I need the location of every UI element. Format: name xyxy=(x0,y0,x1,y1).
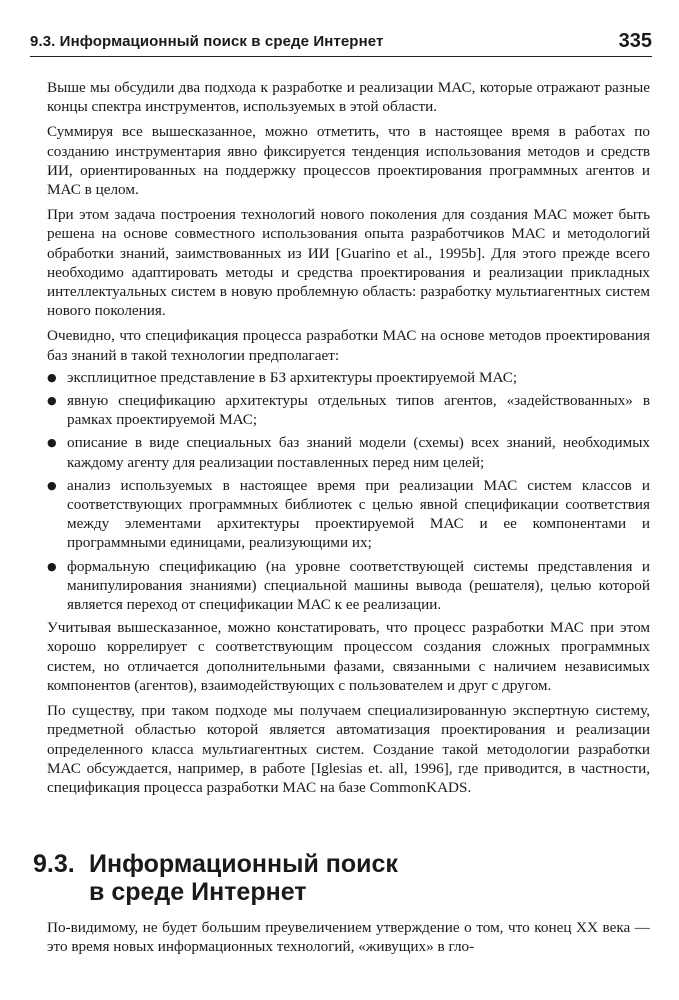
running-title: 9.3. Информационный поиск в среде Интернет xyxy=(30,33,384,50)
paragraph: По существу, при таком подходе мы получаем специализированную экспертную систему, предметной областью которой является автоматизация проектирования и реализации определенного класса мультиагентных систем. Создание такой методологии разработки МАС обсуждается, например, в работе [Iglesias et. all, 1996], где приводится, в частности, спецификация процесса разработки МАС на базе CommonKADS. xyxy=(47,702,650,796)
bullet-item: ● анализ используемых в настоящее время при реализации МАС систем классов и соответствующих программных библиотек с целью явной спецификации соответствия между элементами архитектуры проектируемой МАС и ее компонентами и программными единицами, реализующими их; xyxy=(47,476,650,553)
bullet-list xyxy=(47,368,650,614)
paragraph: Учитывая вышесказанное, можно констатировать, что процесс разработки МАС при этом хорошо коррелирует с соответствующим процессом создания сложных программных систем, но отличается дополнительными фазами, связанными с наличием независимых компонентов (агентов), взаимодействующих с пользователем и друг с другом. xyxy=(47,619,650,694)
main-text xyxy=(47,78,650,803)
section-title-line-2: в среде Интернет xyxy=(89,878,307,906)
section-number: 9.3. xyxy=(33,850,75,878)
section-title-line-1: Информационный поиск xyxy=(89,850,398,878)
running-header xyxy=(30,30,652,57)
bullet-item: ● эксплицитное представление в БЗ архитектуры проектируемой МАС; xyxy=(47,368,650,387)
bullet-item: ● описание в виде специальных баз знаний модели (схемы) всех знаний, необходимых каждому агенту для реализации поставленных перед ним целей; xyxy=(47,433,650,471)
paragraph: Выше мы обсудили два подхода к разработке и реализации МАС, которые отражают разные концы спектра инструментов, используемых в этой области. xyxy=(47,79,650,116)
bullet-item: ● формальную спецификацию (на уровне соответствующей системы представления и манипулирования знаниями) специальной машины вывода (решателя), целью которой является переход от спецификации МАС к ее реализации. xyxy=(47,557,650,615)
closing-paragraph: По-видимому, не будет большим преувеличением утверждение о том, что конец XX века — это время новых информационных технологий, «живущих» в гло- xyxy=(47,919,650,956)
page-number: 335 xyxy=(618,30,652,52)
paragraph: Суммируя все вышесказанное, можно отметить, что в настоящее время в работах по созданию инструментария явно фиксируется тенденция использования методов и средств ИИ, ориентированных на поддержку процессов проектирования программных агентов и МАС в целом. xyxy=(47,123,650,199)
paragraph: Очевидно, что спецификация процесса разработки МАС на основе методов проектирования баз знаний в такой технологии предполагает: xyxy=(47,327,650,364)
paragraph: При этом задача построения технологий нового поколения для создания МАС может быть решена на основе совместного использования опыта разработчиков МАС и методологий обработки знаний, заимствованных из ИИ [Guarino et al., 1995b]. Для этого прежде всего необходимо адаптировать методы и средства проектирования и реализации прикладных интеллектуальных систем в новую проблемную область: разработку мультиагентных систем нового поколения. xyxy=(47,206,650,320)
section-heading xyxy=(33,850,633,906)
bullet-item: ● явную спецификацию архитектуры отдельных типов агентов, «задействованных» в рамках проектируемой МАС; xyxy=(47,391,650,429)
